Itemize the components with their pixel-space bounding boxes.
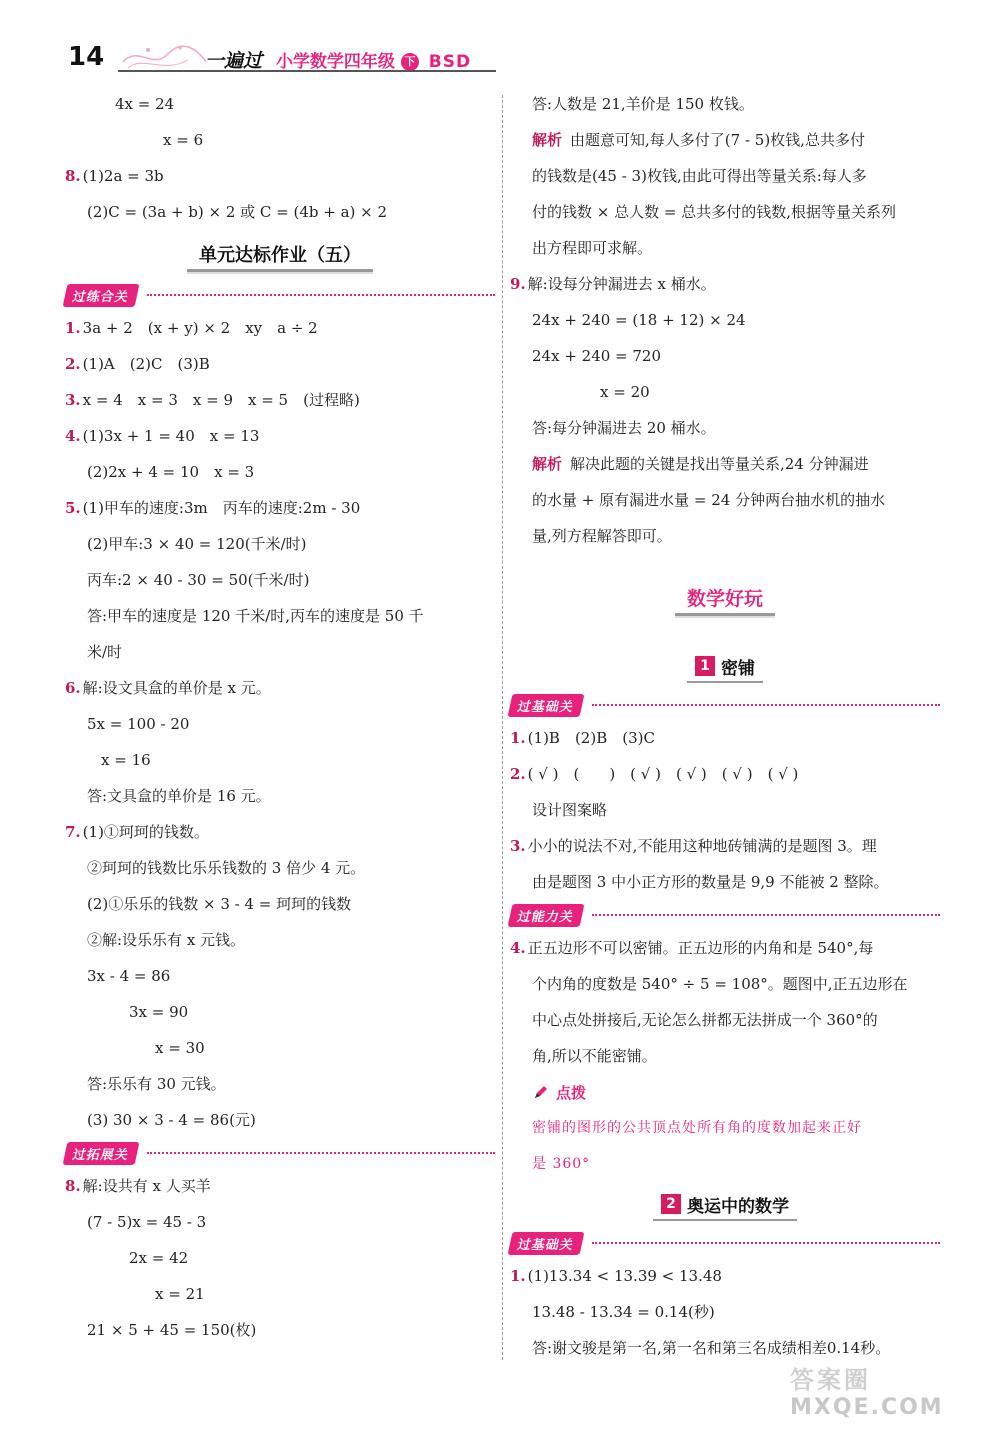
fun-math-title-text: 数学好玩 [675,582,775,616]
answer-text: ( √ ) ( ) ( √ ) ( √ ) ( √ ) ( √ ) [527,765,799,783]
question-number: 1. [510,1267,526,1285]
answer-line: 4x = 24 [115,95,175,113]
answer-line: 答:人数是 21,羊价是 150 枚钱。 [532,95,754,113]
answer-line: 中心点处拼接后,无论怎么拼都无法拼成一个 360°的 [532,1011,878,1029]
subsection-number: 1 [695,656,715,676]
watermark-top: 答案圈 [790,1366,871,1394]
answer-line: (3) 30 × 3 - 4 = 86(元) [87,1111,256,1129]
analysis-line: 付的钱数 × 总人数 = 总共多付的钱数,根据等量关系列 [532,203,896,221]
left-column [65,86,495,1348]
answer-text: 正五边形不可以密铺。正五边形的内角和是 540°,每 [527,939,874,957]
dotted-rule [592,914,940,916]
section-badge: 过练合关 [63,284,140,307]
brand-logo: 一遍过 [205,50,263,72]
dotted-rule [147,294,495,296]
answer-line: x = 20 [600,383,650,401]
dotted-rule [592,704,940,706]
spacer [510,554,940,574]
question-number: 1. [65,319,81,337]
question-number: 1. [510,729,526,747]
question-1 [510,1258,940,1294]
question-number: 7. [65,823,81,841]
answer-text: (1)甲车的速度:3m 丙车的速度:2m - 30 [82,499,361,517]
question-2 [510,756,940,792]
answer-line: 3x = 90 [129,1003,189,1021]
column-divider [502,95,503,1360]
dotted-rule [147,1152,495,1154]
analysis-block [510,446,940,482]
answer-line: x = 30 [155,1039,205,1057]
section-badge: 过能力关 [508,904,585,927]
subsection-tessellation [510,644,940,690]
section-badge: 过拓展关 [63,1142,140,1165]
question-number: 2. [510,765,526,783]
volume-mark: 下 [401,53,419,71]
answer-text: 3a + 2 (x + y) × 2 xy a ÷ 2 [82,319,318,337]
section-badge: 过基础关 [508,1232,585,1255]
question-number: 3. [65,391,81,409]
analysis-text: 由题意可知,每人多付了(7 - 5)枚钱,总共多付 [570,131,865,149]
question-4 [65,418,495,454]
answer-line: x = 16 [101,751,151,769]
question-number: 4. [65,427,81,445]
section-badge-row [510,1228,940,1258]
question-9 [510,266,940,302]
question-number: 3. [510,837,526,855]
section-badge-row [65,280,495,310]
analysis-line: 出方程即可求解。 [532,239,653,257]
analysis-line: 的水量 + 原有漏进水量 = 24 分钟两台抽水机的抽水 [532,491,886,509]
answer-line: (2)C = (3a + b) × 2 或 C = (4b + a) × 2 [87,203,388,221]
answer-line: 由是题图 3 中小正方形的数量是 9,9 不能被 2 整除。 [532,873,889,891]
question-1 [65,310,495,346]
subsection-title: 密铺 [721,658,755,679]
site-watermark [790,1360,995,1425]
decorative-swirl-icon [118,40,208,74]
analysis-label: 解析 [532,455,563,473]
answer-line: (7 - 5)x = 45 - 3 [87,1213,207,1231]
question-8 [65,158,495,194]
answer-line: 24x + 240 = 720 [532,347,662,365]
fun-math-title [510,574,940,624]
answer-line: 个内角的度数是 540° ÷ 5 = 108°。题图中,正五边形在 [532,975,908,993]
answer-text: (1)13.34 < 13.39 < 13.48 [527,1267,722,1285]
answer-line: 5x = 100 - 20 [87,715,190,733]
page-number: 14 [68,42,105,72]
answer-text: 解:设共有 x 人买羊 [82,1177,211,1195]
tip-text: 密铺的图形的公共顶点处所有角的度数加起来正好 [532,1120,862,1136]
answer-line: 答:每分钟漏进去 20 桶水。 [532,419,716,437]
answer-line: 答:文具盒的单价是 16 元。 [87,787,271,805]
series-code: BSD [428,52,472,72]
section-badge-row [510,900,940,930]
question-3 [65,382,495,418]
question-number: 4. [510,939,526,957]
tip-header [510,1074,940,1110]
question-7 [65,814,495,850]
question-number: 9. [510,275,526,293]
header-rule [118,70,496,72]
answer-line: 设计图案略 [532,801,608,819]
question-6 [65,670,495,706]
subsection-number: 2 [661,1194,681,1214]
answer-text: (1)2a = 3b [82,167,164,185]
answer-text: 小小的说法不对,不能用这种地砖铺满的是题图 3。理 [527,837,877,855]
answer-text: 解:设文具盒的单价是 x 元。 [82,679,271,697]
tip-text: 是 360° [532,1156,591,1172]
question-1 [510,720,940,756]
answer-text: (1)A (2)C (3)B [82,355,210,373]
subsection-olympics [510,1182,940,1228]
subsection-title-box [653,1190,797,1221]
answer-line: 2x = 42 [129,1249,189,1267]
question-number: 8. [65,1177,81,1195]
unit-title [65,230,495,280]
answer-text: (1)①珂珂的钱数。 [82,823,209,841]
answer-line: (2)2x + 4 = 10 x = 3 [87,463,255,481]
answer-line: 13.48 - 13.34 = 0.14(秒) [532,1303,715,1321]
question-3 [510,828,940,864]
answer-line: ②珂珂的钱数比乐乐钱数的 3 倍少 4 元。 [87,859,366,877]
answer-line: x = 21 [155,1285,205,1303]
section-badge: 过基础关 [508,694,585,717]
question-4 [510,930,940,966]
question-2 [65,346,495,382]
answer-line: 丙车:2 × 40 - 30 = 50(千米/时) [87,571,310,589]
page-header [0,0,1000,80]
analysis-line: 的钱数是(45 - 3)枚钱,由此可得出等量关系:每人多 [532,167,867,185]
tip-label: 点拨 [556,1083,587,1102]
analysis-label: 解析 [532,131,563,149]
answer-line: (2)①乐乐的钱数 × 3 - 4 = 珂珂的钱数 [87,895,352,913]
section-badge-row [510,690,940,720]
book-brand [205,46,471,73]
answer-text: (1)3x + 1 = 40 x = 13 [82,427,260,445]
analysis-line: 量,列方程解答即可。 [532,527,672,545]
answer-line: x = 6 [163,131,204,149]
answer-line: 答:甲车的速度是 120 千米/时,丙车的速度是 50 千 [87,607,424,625]
dotted-rule [592,1242,940,1244]
question-8-extension [65,1168,495,1204]
watermark-bottom: MXQE.COM [790,1395,944,1420]
question-number: 5. [65,499,81,517]
answer-line: 3x - 4 = 86 [87,967,171,985]
answer-line: 答:乐乐有 30 元钱。 [87,1075,226,1093]
analysis-block [510,122,940,158]
unit-title-text: 单元达标作业（五） [187,239,373,272]
answer-line: (2)甲车:3 × 40 = 120(千米/时) [87,535,307,553]
answer-line: 答:谢文骏是第一名,第一名和第三名成绩相差0.14秒。 [532,1339,891,1357]
right-column [510,86,940,1366]
book-title: 小学数学四年级 [275,52,395,72]
answer-line: 21 × 5 + 45 = 150(枚) [87,1321,257,1339]
pen-icon [532,1083,550,1101]
answer-line: 24x + 240 = (18 + 12) × 24 [532,311,746,329]
answer-line: 角,所以不能密铺。 [532,1047,657,1065]
answer-text: x = 4 x = 3 x = 9 x = 5 (过程略) [82,391,360,409]
answer-text: 解:设每分钟漏进去 x 桶水。 [527,275,716,293]
question-5 [65,490,495,526]
section-badge-row [65,1138,495,1168]
answer-line: ②解:设乐乐有 x 元钱。 [87,931,246,949]
analysis-text: 解决此题的关键是找出等量关系,24 分钟漏进 [570,455,869,473]
question-number: 6. [65,679,81,697]
question-number: 8. [65,167,81,185]
spacer [510,624,940,644]
subsection-title: 奥运中的数学 [687,1196,789,1217]
question-number: 2. [65,355,81,373]
answer-line: 米/时 [87,643,123,661]
subsection-title-box [687,652,763,683]
answer-text: (1)B (2)B (3)C [527,729,655,747]
